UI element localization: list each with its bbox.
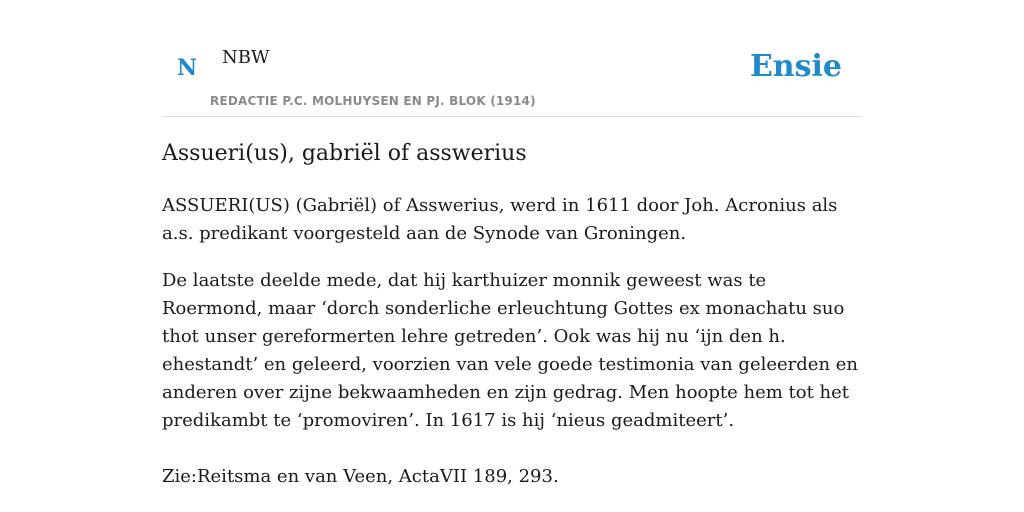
- source-title[interactable]: NBW: [222, 47, 270, 68]
- entry-paragraph: ASSUERI(US) (Gabriël) of Asswerius, werd in 1611 door Joh. Acronius als a.s. predikant voorgesteld aan de Synode van Groningen.: [162, 195, 838, 244]
- brand-logo[interactable]: Ensie: [749, 49, 842, 84]
- entry-title: Assueri(us), gabriël of asswerius: [162, 141, 527, 166]
- entry-reference: Zie:Reitsma en van Veen, ActaVII 189, 293.: [162, 466, 559, 487]
- entry-body: [162, 192, 862, 510]
- header: [162, 0, 862, 117]
- entry-paragraph: De laatste deelde mede, dat hij karthuizer monnik geweest was te Roermond, maar ‘dorch sonderliche erleuchtung Gottes ex monachatu suo thot unser gereformerten lehre getreden’. Ook was hij nu ‘ijn den h. ehestandt’ en geleerd, voorzien van vele goede testimonia van geleerden en anderen over zijne bekwaamheden en zijn gedrag. Men hoopte hem tot het predikambt te ‘promoviren’. In 1617 is hij ‘nieus geadmiteert’.: [162, 270, 859, 431]
- source-subtitle: REDACTIE P.C. MOLHUYSEN EN PJ. BLOK (1914): [210, 94, 536, 108]
- source-logo[interactable]: N: [177, 55, 198, 81]
- page-container: [162, 0, 862, 487]
